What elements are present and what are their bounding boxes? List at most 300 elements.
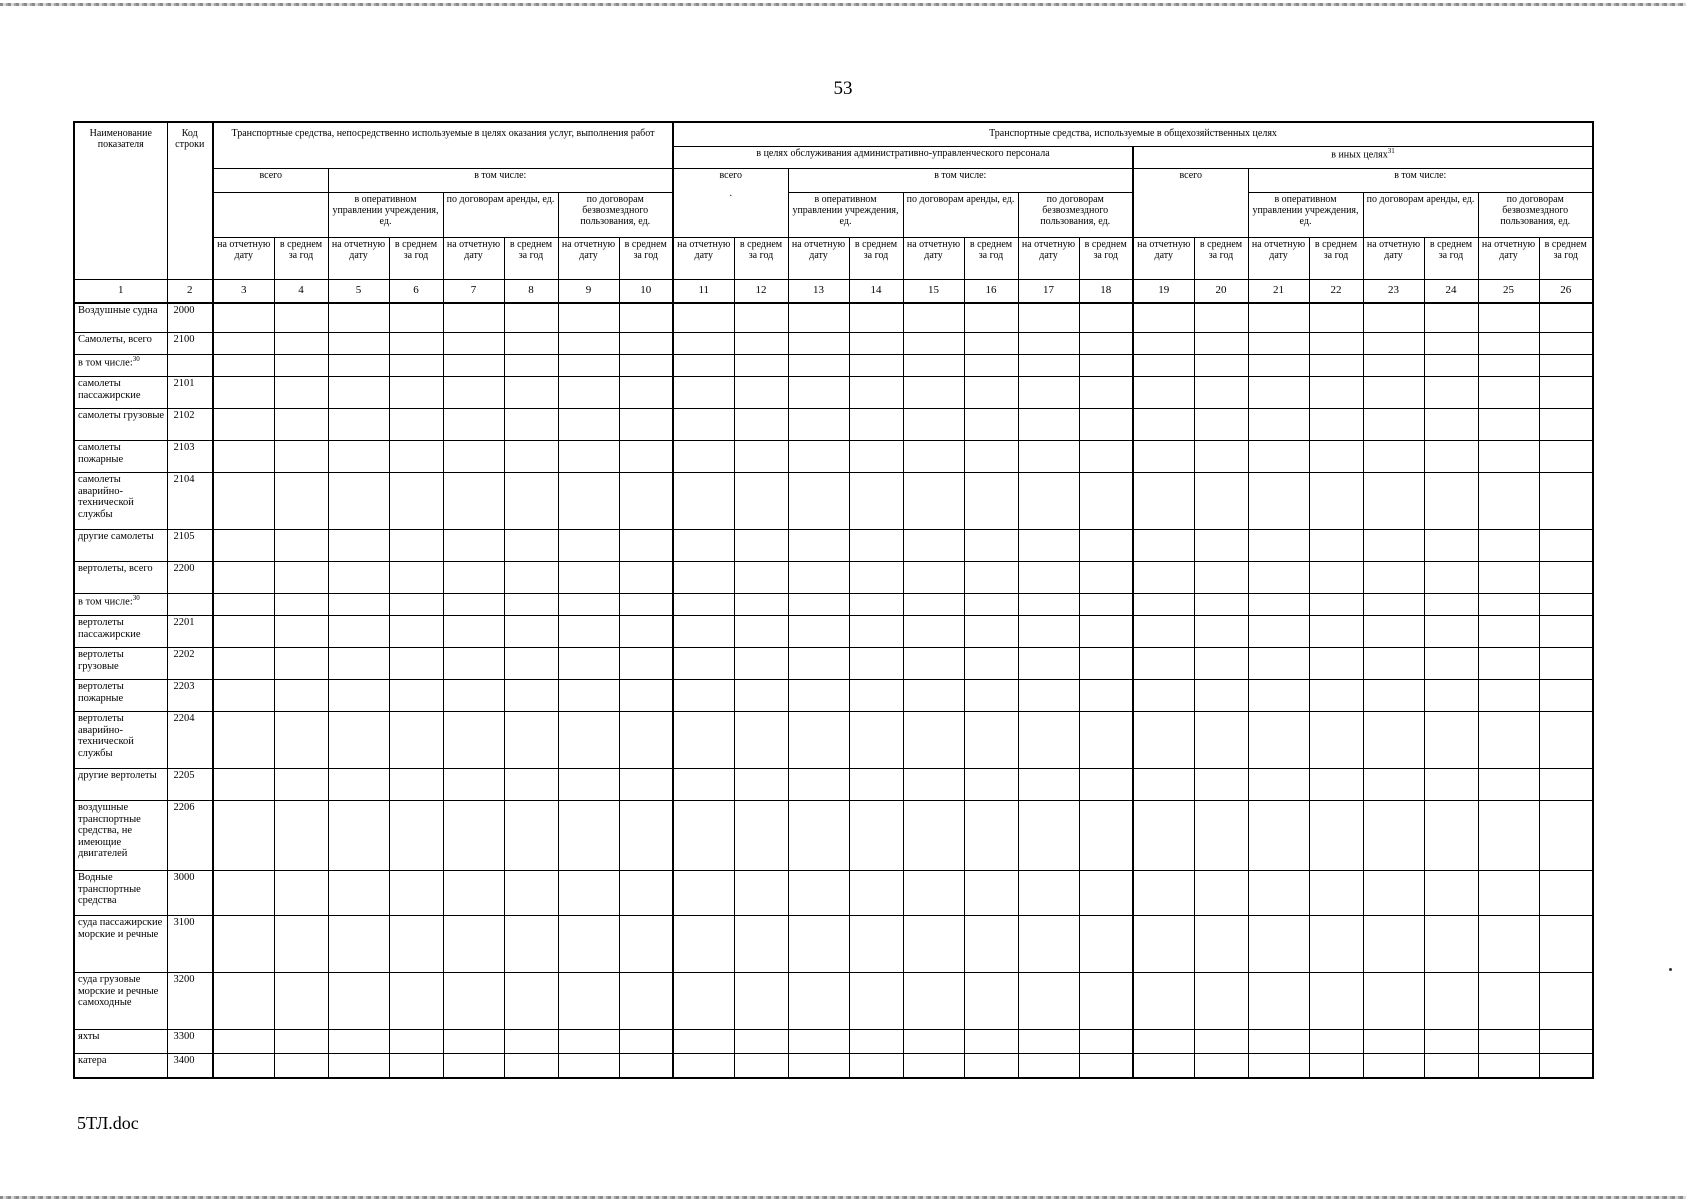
value-cell[interactable] bbox=[274, 648, 328, 680]
value-cell[interactable] bbox=[849, 473, 903, 530]
value-cell[interactable] bbox=[903, 616, 964, 648]
value-cell[interactable] bbox=[1424, 1054, 1478, 1078]
value-cell[interactable] bbox=[903, 409, 964, 441]
value-cell[interactable] bbox=[504, 562, 558, 594]
value-cell[interactable] bbox=[1079, 680, 1133, 712]
value-cell[interactable] bbox=[1424, 680, 1478, 712]
value-cell[interactable] bbox=[504, 409, 558, 441]
value-cell[interactable] bbox=[849, 441, 903, 473]
value-cell[interactable] bbox=[788, 530, 849, 562]
value-cell[interactable] bbox=[1248, 303, 1309, 333]
value-cell[interactable] bbox=[1194, 530, 1248, 562]
value-cell[interactable] bbox=[443, 473, 504, 530]
value-cell[interactable] bbox=[1309, 680, 1363, 712]
value-cell[interactable] bbox=[1539, 303, 1593, 333]
value-cell[interactable] bbox=[1363, 409, 1424, 441]
value-cell[interactable] bbox=[274, 409, 328, 441]
value-cell[interactable] bbox=[1539, 409, 1593, 441]
value-cell[interactable] bbox=[1194, 616, 1248, 648]
value-cell[interactable] bbox=[274, 562, 328, 594]
value-cell[interactable] bbox=[1363, 1030, 1424, 1054]
value-cell[interactable] bbox=[328, 916, 389, 973]
value-cell[interactable] bbox=[1539, 1030, 1593, 1054]
value-cell[interactable] bbox=[1424, 530, 1478, 562]
value-cell[interactable] bbox=[1133, 801, 1194, 871]
value-cell[interactable] bbox=[788, 769, 849, 801]
value-cell[interactable] bbox=[1478, 333, 1539, 355]
value-cell[interactable] bbox=[619, 712, 673, 769]
value-cell[interactable] bbox=[274, 441, 328, 473]
value-cell[interactable] bbox=[849, 377, 903, 409]
value-cell[interactable] bbox=[558, 355, 619, 377]
value-cell[interactable] bbox=[673, 473, 734, 530]
value-cell[interactable] bbox=[1539, 801, 1593, 871]
value-cell[interactable] bbox=[504, 916, 558, 973]
value-cell[interactable] bbox=[1079, 871, 1133, 916]
value-cell[interactable] bbox=[443, 594, 504, 616]
value-cell[interactable] bbox=[1194, 680, 1248, 712]
value-cell[interactable] bbox=[389, 871, 443, 916]
value-cell[interactable] bbox=[964, 973, 1018, 1030]
value-cell[interactable] bbox=[1018, 680, 1079, 712]
value-cell[interactable] bbox=[964, 616, 1018, 648]
value-cell[interactable] bbox=[1478, 973, 1539, 1030]
value-cell[interactable] bbox=[673, 616, 734, 648]
value-cell[interactable] bbox=[389, 1054, 443, 1078]
value-cell[interactable] bbox=[619, 973, 673, 1030]
value-cell[interactable] bbox=[619, 871, 673, 916]
value-cell[interactable] bbox=[213, 973, 274, 1030]
value-cell[interactable] bbox=[903, 562, 964, 594]
value-cell[interactable] bbox=[504, 871, 558, 916]
value-cell[interactable] bbox=[1309, 712, 1363, 769]
value-cell[interactable] bbox=[1133, 769, 1194, 801]
value-cell[interactable] bbox=[903, 769, 964, 801]
value-cell[interactable] bbox=[328, 1030, 389, 1054]
value-cell[interactable] bbox=[673, 801, 734, 871]
value-cell[interactable] bbox=[274, 616, 328, 648]
value-cell[interactable] bbox=[903, 333, 964, 355]
value-cell[interactable] bbox=[443, 769, 504, 801]
value-cell[interactable] bbox=[1079, 616, 1133, 648]
value-cell[interactable] bbox=[1309, 973, 1363, 1030]
value-cell[interactable] bbox=[903, 712, 964, 769]
value-cell[interactable] bbox=[788, 916, 849, 973]
value-cell[interactable] bbox=[964, 680, 1018, 712]
value-cell[interactable] bbox=[849, 1054, 903, 1078]
value-cell[interactable] bbox=[558, 769, 619, 801]
value-cell[interactable] bbox=[1079, 648, 1133, 680]
value-cell[interactable] bbox=[964, 1030, 1018, 1054]
value-cell[interactable] bbox=[734, 473, 788, 530]
value-cell[interactable] bbox=[903, 871, 964, 916]
value-cell[interactable] bbox=[213, 377, 274, 409]
value-cell[interactable] bbox=[673, 303, 734, 333]
value-cell[interactable] bbox=[788, 377, 849, 409]
value-cell[interactable] bbox=[673, 769, 734, 801]
value-cell[interactable] bbox=[1248, 377, 1309, 409]
value-cell[interactable] bbox=[1478, 377, 1539, 409]
value-cell[interactable] bbox=[274, 712, 328, 769]
value-cell[interactable] bbox=[504, 530, 558, 562]
value-cell[interactable] bbox=[673, 1030, 734, 1054]
value-cell[interactable] bbox=[734, 616, 788, 648]
value-cell[interactable] bbox=[964, 377, 1018, 409]
value-cell[interactable] bbox=[328, 441, 389, 473]
value-cell[interactable] bbox=[903, 973, 964, 1030]
value-cell[interactable] bbox=[903, 594, 964, 616]
value-cell[interactable] bbox=[788, 473, 849, 530]
value-cell[interactable] bbox=[1133, 648, 1194, 680]
value-cell[interactable] bbox=[1079, 1030, 1133, 1054]
value-cell[interactable] bbox=[1133, 441, 1194, 473]
value-cell[interactable] bbox=[1079, 769, 1133, 801]
value-cell[interactable] bbox=[1248, 916, 1309, 973]
value-cell[interactable] bbox=[1079, 916, 1133, 973]
value-cell[interactable] bbox=[849, 530, 903, 562]
value-cell[interactable] bbox=[903, 1030, 964, 1054]
value-cell[interactable] bbox=[1478, 616, 1539, 648]
value-cell[interactable] bbox=[213, 871, 274, 916]
value-cell[interactable] bbox=[1079, 473, 1133, 530]
value-cell[interactable] bbox=[903, 648, 964, 680]
value-cell[interactable] bbox=[788, 1054, 849, 1078]
value-cell[interactable] bbox=[504, 769, 558, 801]
value-cell[interactable] bbox=[213, 916, 274, 973]
value-cell[interactable] bbox=[1248, 441, 1309, 473]
value-cell[interactable] bbox=[788, 333, 849, 355]
value-cell[interactable] bbox=[558, 441, 619, 473]
value-cell[interactable] bbox=[1018, 333, 1079, 355]
value-cell[interactable] bbox=[328, 871, 389, 916]
value-cell[interactable] bbox=[1194, 473, 1248, 530]
value-cell[interactable] bbox=[1478, 409, 1539, 441]
value-cell[interactable] bbox=[389, 441, 443, 473]
value-cell[interactable] bbox=[1539, 441, 1593, 473]
value-cell[interactable] bbox=[673, 441, 734, 473]
value-cell[interactable] bbox=[619, 377, 673, 409]
value-cell[interactable] bbox=[1194, 303, 1248, 333]
value-cell[interactable] bbox=[964, 409, 1018, 441]
value-cell[interactable] bbox=[213, 616, 274, 648]
value-cell[interactable] bbox=[1363, 680, 1424, 712]
value-cell[interactable] bbox=[1133, 355, 1194, 377]
value-cell[interactable] bbox=[1424, 355, 1478, 377]
value-cell[interactable] bbox=[443, 712, 504, 769]
value-cell[interactable] bbox=[274, 1030, 328, 1054]
value-cell[interactable] bbox=[213, 530, 274, 562]
value-cell[interactable] bbox=[1309, 594, 1363, 616]
value-cell[interactable] bbox=[619, 333, 673, 355]
value-cell[interactable] bbox=[1133, 1054, 1194, 1078]
value-cell[interactable] bbox=[1478, 680, 1539, 712]
value-cell[interactable] bbox=[274, 916, 328, 973]
value-cell[interactable] bbox=[1133, 712, 1194, 769]
value-cell[interactable] bbox=[389, 333, 443, 355]
value-cell[interactable] bbox=[443, 801, 504, 871]
value-cell[interactable] bbox=[734, 871, 788, 916]
value-cell[interactable] bbox=[673, 680, 734, 712]
value-cell[interactable] bbox=[274, 871, 328, 916]
value-cell[interactable] bbox=[964, 916, 1018, 973]
value-cell[interactable] bbox=[558, 616, 619, 648]
value-cell[interactable] bbox=[1363, 616, 1424, 648]
value-cell[interactable] bbox=[788, 801, 849, 871]
value-cell[interactable] bbox=[558, 1054, 619, 1078]
value-cell[interactable] bbox=[1248, 769, 1309, 801]
value-cell[interactable] bbox=[1424, 333, 1478, 355]
value-cell[interactable] bbox=[328, 530, 389, 562]
value-cell[interactable] bbox=[788, 712, 849, 769]
value-cell[interactable] bbox=[443, 303, 504, 333]
value-cell[interactable] bbox=[673, 648, 734, 680]
value-cell[interactable] bbox=[1309, 473, 1363, 530]
value-cell[interactable] bbox=[1248, 473, 1309, 530]
value-cell[interactable] bbox=[1478, 1054, 1539, 1078]
value-cell[interactable] bbox=[788, 871, 849, 916]
value-cell[interactable] bbox=[1478, 303, 1539, 333]
value-cell[interactable] bbox=[849, 333, 903, 355]
value-cell[interactable] bbox=[619, 562, 673, 594]
value-cell[interactable] bbox=[1079, 973, 1133, 1030]
value-cell[interactable] bbox=[558, 801, 619, 871]
value-cell[interactable] bbox=[1018, 769, 1079, 801]
value-cell[interactable] bbox=[619, 769, 673, 801]
value-cell[interactable] bbox=[673, 355, 734, 377]
value-cell[interactable] bbox=[1079, 409, 1133, 441]
value-cell[interactable] bbox=[1424, 441, 1478, 473]
value-cell[interactable] bbox=[389, 473, 443, 530]
value-cell[interactable] bbox=[673, 409, 734, 441]
value-cell[interactable] bbox=[443, 680, 504, 712]
value-cell[interactable] bbox=[1363, 377, 1424, 409]
value-cell[interactable] bbox=[274, 377, 328, 409]
value-cell[interactable] bbox=[1018, 1030, 1079, 1054]
value-cell[interactable] bbox=[389, 303, 443, 333]
value-cell[interactable] bbox=[1194, 441, 1248, 473]
value-cell[interactable] bbox=[1363, 473, 1424, 530]
value-cell[interactable] bbox=[1079, 530, 1133, 562]
value-cell[interactable] bbox=[1424, 377, 1478, 409]
value-cell[interactable] bbox=[1194, 1030, 1248, 1054]
value-cell[interactable] bbox=[788, 680, 849, 712]
value-cell[interactable] bbox=[734, 594, 788, 616]
value-cell[interactable] bbox=[389, 616, 443, 648]
value-cell[interactable] bbox=[328, 712, 389, 769]
value-cell[interactable] bbox=[389, 916, 443, 973]
value-cell[interactable] bbox=[213, 355, 274, 377]
value-cell[interactable] bbox=[1363, 594, 1424, 616]
value-cell[interactable] bbox=[1363, 648, 1424, 680]
value-cell[interactable] bbox=[1363, 562, 1424, 594]
value-cell[interactable] bbox=[328, 594, 389, 616]
value-cell[interactable] bbox=[1018, 441, 1079, 473]
value-cell[interactable] bbox=[1363, 303, 1424, 333]
value-cell[interactable] bbox=[1194, 355, 1248, 377]
value-cell[interactable] bbox=[964, 594, 1018, 616]
value-cell[interactable] bbox=[558, 916, 619, 973]
value-cell[interactable] bbox=[213, 473, 274, 530]
value-cell[interactable] bbox=[1079, 303, 1133, 333]
value-cell[interactable] bbox=[1539, 594, 1593, 616]
value-cell[interactable] bbox=[1478, 355, 1539, 377]
value-cell[interactable] bbox=[1194, 769, 1248, 801]
value-cell[interactable] bbox=[849, 355, 903, 377]
value-cell[interactable] bbox=[274, 594, 328, 616]
value-cell[interactable] bbox=[734, 409, 788, 441]
value-cell[interactable] bbox=[734, 769, 788, 801]
value-cell[interactable] bbox=[274, 355, 328, 377]
value-cell[interactable] bbox=[1478, 801, 1539, 871]
value-cell[interactable] bbox=[1478, 871, 1539, 916]
value-cell[interactable] bbox=[619, 801, 673, 871]
value-cell[interactable] bbox=[558, 680, 619, 712]
value-cell[interactable] bbox=[328, 973, 389, 1030]
value-cell[interactable] bbox=[389, 712, 443, 769]
value-cell[interactable] bbox=[1194, 648, 1248, 680]
value-cell[interactable] bbox=[903, 1054, 964, 1078]
value-cell[interactable] bbox=[328, 409, 389, 441]
value-cell[interactable] bbox=[558, 648, 619, 680]
value-cell[interactable] bbox=[964, 303, 1018, 333]
value-cell[interactable] bbox=[619, 680, 673, 712]
value-cell[interactable] bbox=[443, 562, 504, 594]
value-cell[interactable] bbox=[1194, 871, 1248, 916]
value-cell[interactable] bbox=[389, 409, 443, 441]
value-cell[interactable] bbox=[849, 562, 903, 594]
value-cell[interactable] bbox=[734, 530, 788, 562]
value-cell[interactable] bbox=[1194, 409, 1248, 441]
value-cell[interactable] bbox=[504, 1054, 558, 1078]
value-cell[interactable] bbox=[1133, 871, 1194, 916]
value-cell[interactable] bbox=[619, 1030, 673, 1054]
value-cell[interactable] bbox=[1133, 594, 1194, 616]
value-cell[interactable] bbox=[443, 530, 504, 562]
value-cell[interactable] bbox=[903, 441, 964, 473]
value-cell[interactable] bbox=[964, 441, 1018, 473]
value-cell[interactable] bbox=[328, 303, 389, 333]
value-cell[interactable] bbox=[443, 616, 504, 648]
value-cell[interactable] bbox=[1309, 616, 1363, 648]
value-cell[interactable] bbox=[504, 355, 558, 377]
value-cell[interactable] bbox=[964, 1054, 1018, 1078]
value-cell[interactable] bbox=[328, 616, 389, 648]
value-cell[interactable] bbox=[1363, 769, 1424, 801]
value-cell[interactable] bbox=[274, 333, 328, 355]
value-cell[interactable] bbox=[1018, 916, 1079, 973]
value-cell[interactable] bbox=[1079, 333, 1133, 355]
value-cell[interactable] bbox=[558, 409, 619, 441]
value-cell[interactable] bbox=[964, 530, 1018, 562]
value-cell[interactable] bbox=[734, 333, 788, 355]
value-cell[interactable] bbox=[619, 303, 673, 333]
value-cell[interactable] bbox=[1133, 409, 1194, 441]
value-cell[interactable] bbox=[558, 871, 619, 916]
value-cell[interactable] bbox=[903, 377, 964, 409]
value-cell[interactable] bbox=[1424, 973, 1478, 1030]
value-cell[interactable] bbox=[443, 973, 504, 1030]
value-cell[interactable] bbox=[1539, 333, 1593, 355]
value-cell[interactable] bbox=[734, 1054, 788, 1078]
value-cell[interactable] bbox=[1309, 1030, 1363, 1054]
value-cell[interactable] bbox=[1363, 333, 1424, 355]
value-cell[interactable] bbox=[1248, 712, 1309, 769]
value-cell[interactable] bbox=[788, 355, 849, 377]
value-cell[interactable] bbox=[1424, 409, 1478, 441]
value-cell[interactable] bbox=[849, 801, 903, 871]
value-cell[interactable] bbox=[1133, 916, 1194, 973]
value-cell[interactable] bbox=[558, 562, 619, 594]
value-cell[interactable] bbox=[1539, 712, 1593, 769]
value-cell[interactable] bbox=[619, 441, 673, 473]
value-cell[interactable] bbox=[849, 648, 903, 680]
value-cell[interactable] bbox=[1424, 769, 1478, 801]
value-cell[interactable] bbox=[1018, 973, 1079, 1030]
value-cell[interactable] bbox=[1133, 1030, 1194, 1054]
value-cell[interactable] bbox=[1539, 377, 1593, 409]
value-cell[interactable] bbox=[328, 473, 389, 530]
value-cell[interactable] bbox=[1478, 769, 1539, 801]
value-cell[interactable] bbox=[328, 1054, 389, 1078]
value-cell[interactable] bbox=[389, 801, 443, 871]
value-cell[interactable] bbox=[443, 409, 504, 441]
value-cell[interactable] bbox=[443, 648, 504, 680]
value-cell[interactable] bbox=[443, 377, 504, 409]
value-cell[interactable] bbox=[1079, 441, 1133, 473]
value-cell[interactable] bbox=[1018, 1054, 1079, 1078]
value-cell[interactable] bbox=[1018, 473, 1079, 530]
value-cell[interactable] bbox=[389, 377, 443, 409]
value-cell[interactable] bbox=[274, 1054, 328, 1078]
value-cell[interactable] bbox=[849, 916, 903, 973]
value-cell[interactable] bbox=[1248, 616, 1309, 648]
value-cell[interactable] bbox=[328, 648, 389, 680]
value-cell[interactable] bbox=[734, 441, 788, 473]
value-cell[interactable] bbox=[1424, 1030, 1478, 1054]
value-cell[interactable] bbox=[788, 562, 849, 594]
value-cell[interactable] bbox=[964, 333, 1018, 355]
value-cell[interactable] bbox=[1424, 871, 1478, 916]
value-cell[interactable] bbox=[504, 712, 558, 769]
value-cell[interactable] bbox=[443, 1054, 504, 1078]
value-cell[interactable] bbox=[673, 377, 734, 409]
value-cell[interactable] bbox=[1478, 562, 1539, 594]
value-cell[interactable] bbox=[443, 1030, 504, 1054]
value-cell[interactable] bbox=[673, 530, 734, 562]
value-cell[interactable] bbox=[1248, 594, 1309, 616]
value-cell[interactable] bbox=[788, 303, 849, 333]
value-cell[interactable] bbox=[1539, 871, 1593, 916]
value-cell[interactable] bbox=[1309, 801, 1363, 871]
value-cell[interactable] bbox=[1194, 377, 1248, 409]
value-cell[interactable] bbox=[1478, 1030, 1539, 1054]
value-cell[interactable] bbox=[673, 871, 734, 916]
value-cell[interactable] bbox=[1133, 973, 1194, 1030]
value-cell[interactable] bbox=[788, 973, 849, 1030]
value-cell[interactable] bbox=[504, 594, 558, 616]
value-cell[interactable] bbox=[788, 409, 849, 441]
value-cell[interactable] bbox=[1363, 801, 1424, 871]
value-cell[interactable] bbox=[964, 355, 1018, 377]
value-cell[interactable] bbox=[1424, 712, 1478, 769]
value-cell[interactable] bbox=[504, 616, 558, 648]
value-cell[interactable] bbox=[964, 562, 1018, 594]
value-cell[interactable] bbox=[619, 648, 673, 680]
value-cell[interactable] bbox=[1539, 973, 1593, 1030]
value-cell[interactable] bbox=[1309, 562, 1363, 594]
value-cell[interactable] bbox=[504, 801, 558, 871]
value-cell[interactable] bbox=[1539, 1054, 1593, 1078]
